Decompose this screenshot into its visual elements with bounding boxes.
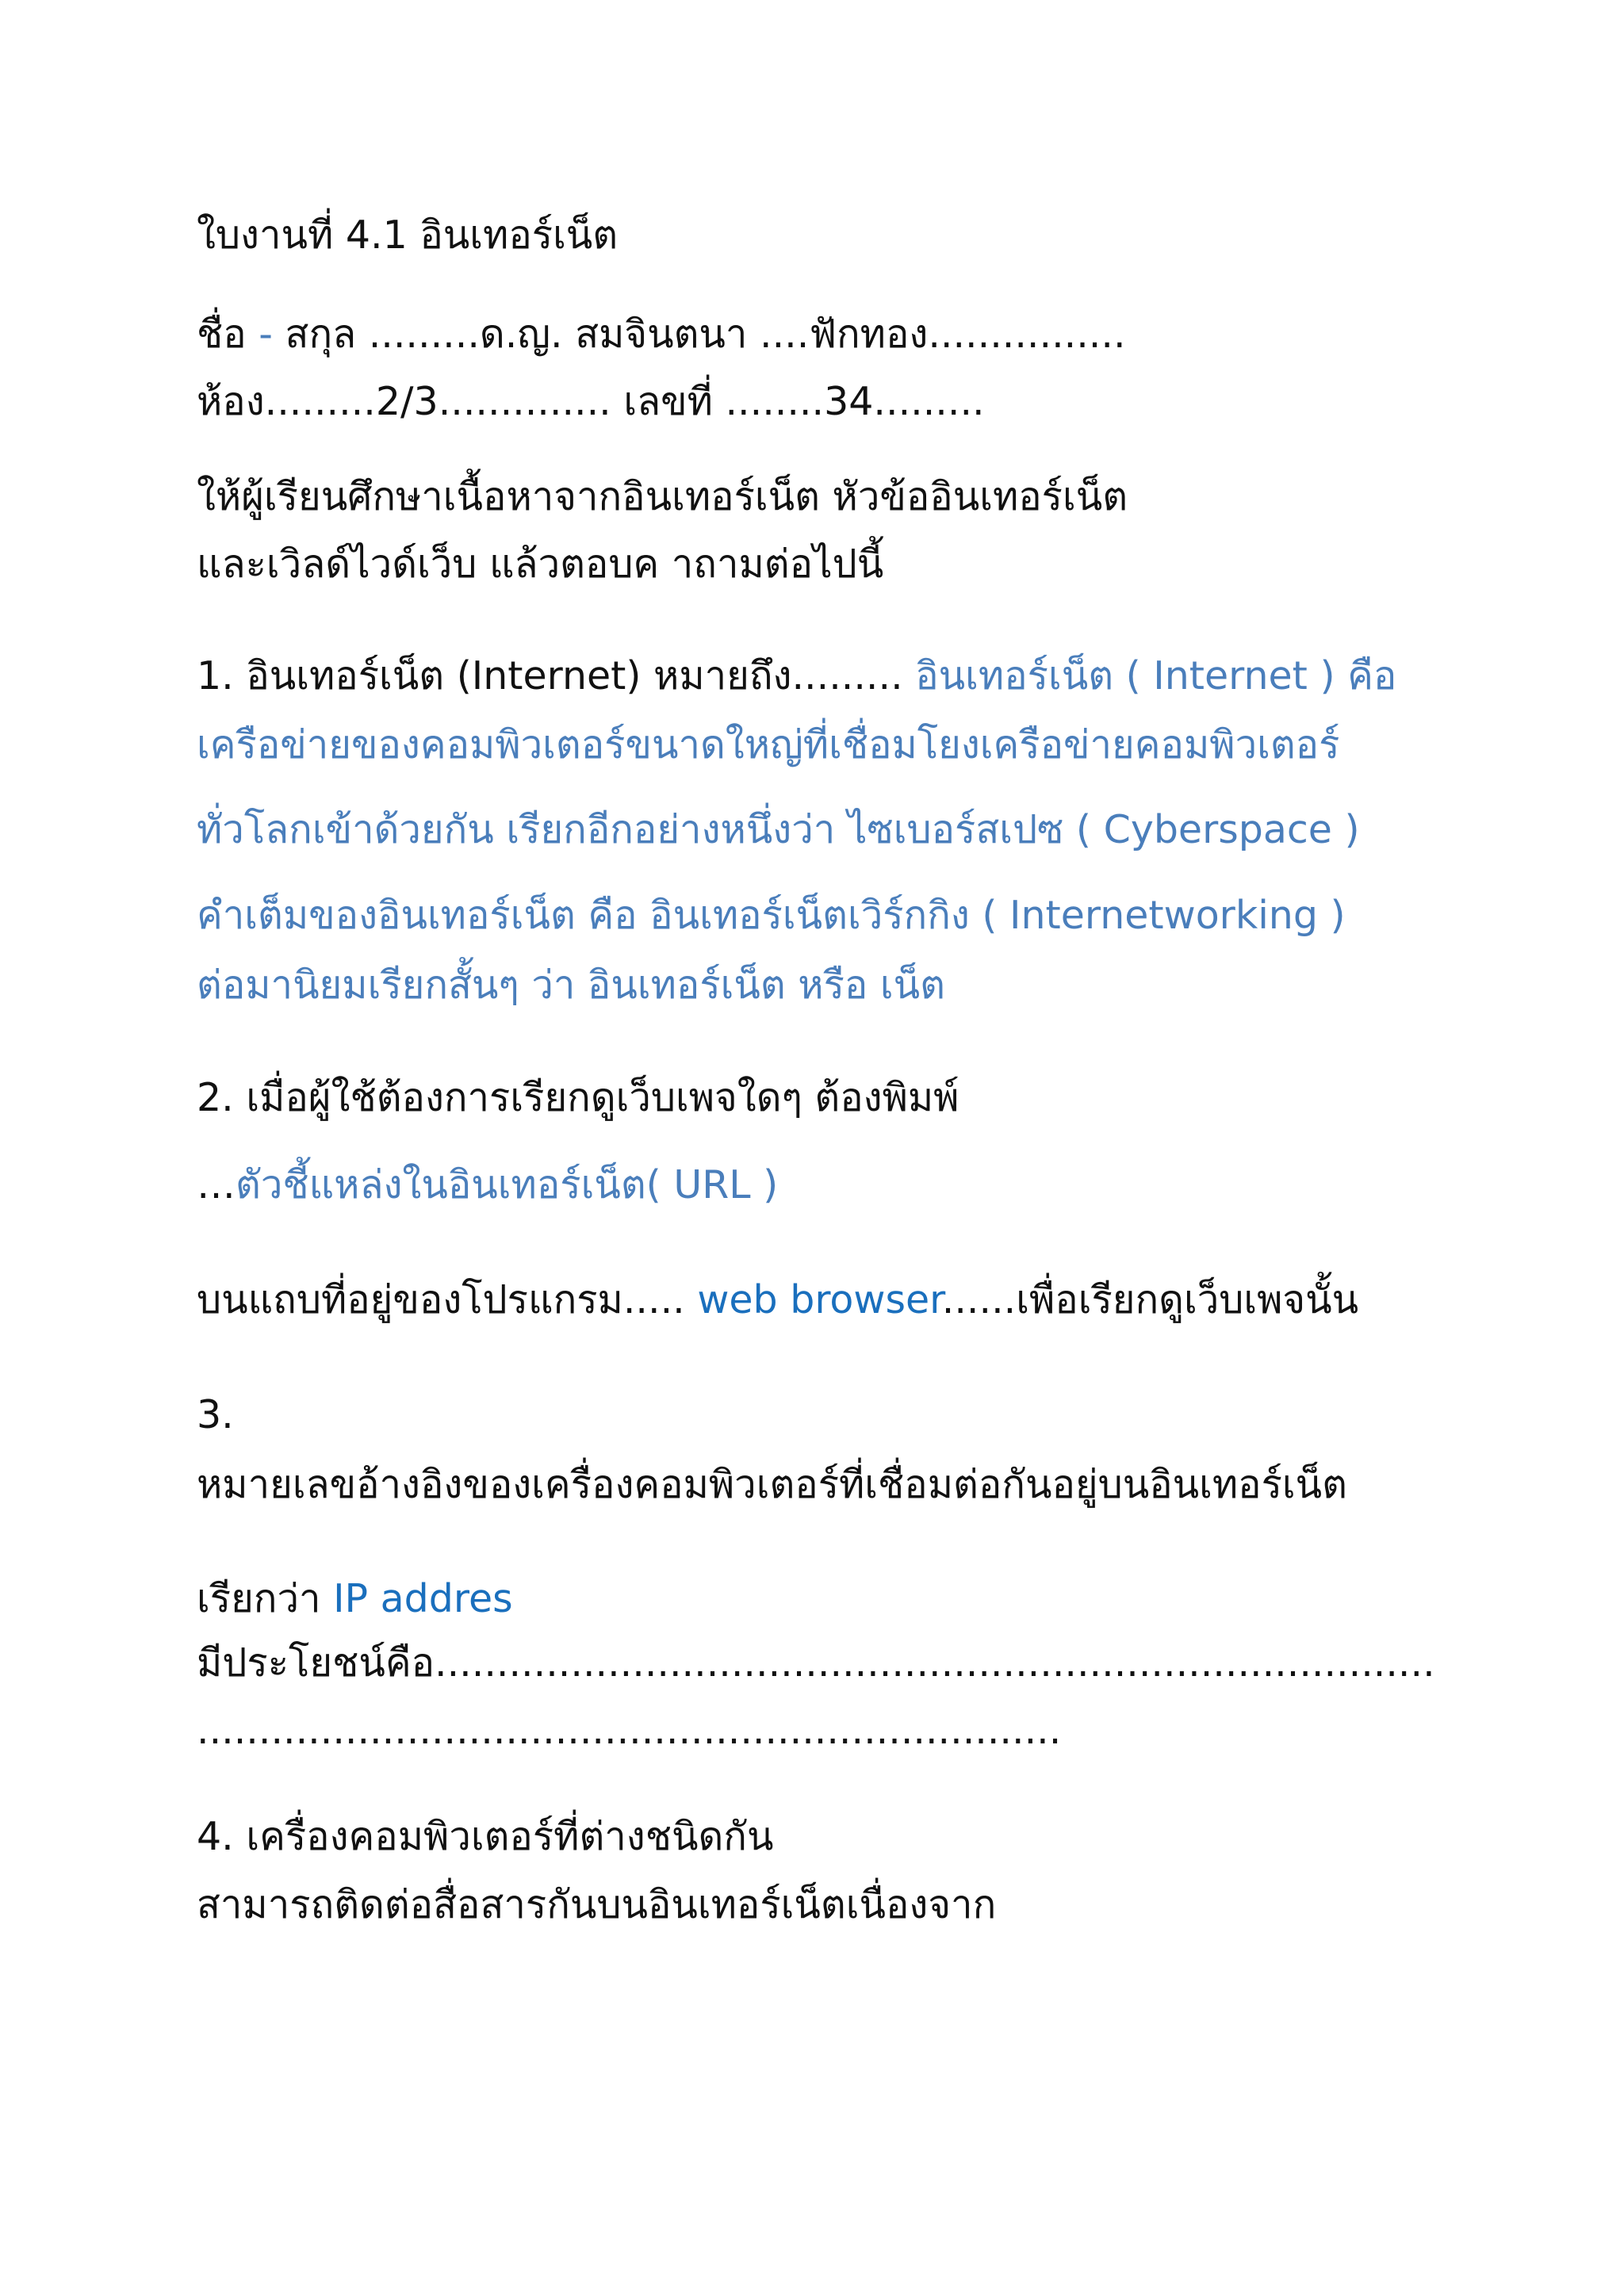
q3-benefit-line: มีประโยชน์คือ.................................................................................: [197, 1640, 1435, 1686]
q3-number: 3.: [197, 1392, 234, 1437]
q2-prompt: 2. เมื่อผู้ใช้ต้องการเรียกดูเว็บเพจใดๆ ต้องพิมพ์: [197, 1075, 959, 1120]
instruction-line-1: ให้ผู้เรียนศึกษาเนื้อหาจากอินเทอร์เน็ต หัวข้ออินเทอร์เน็ต: [197, 474, 1128, 519]
q2-answer: ตัวชี้แหล่งในอินเทอร์เน็ต( URL ): [236, 1162, 779, 1207]
q2-answer-line: [197, 1158, 778, 1213]
q1-answer-2: เครือข่ายของคอมพิวเตอร์ขนาดใหญ่ที่เชื่อมโยงเครือข่ายคอมพิวเตอร์: [197, 722, 1340, 767]
surname-field: สกุล .........ด.ญ. สมจินตนา ....ฟักทอง................: [285, 312, 1126, 357]
q1-prompt: 1. อินเทอร์เน็ต (Internet) หมายถึง.........: [197, 653, 903, 698]
q3-prompt: หมายเลขอ้างอิงของเครื่องคอมพิวเตอร์ที่เชื่อมต่อกันอยู่บนอินเทอร์เน็ต: [197, 1462, 1347, 1507]
q1-line-1: [197, 649, 1396, 704]
name-dash: -: [246, 312, 285, 357]
q2-line3-pre: บนแถบที่อยู่ของโปรแกรม.....: [197, 1277, 698, 1322]
q2-line3-post: ......เพื่อเรียกดูเว็บเพจนั้น: [941, 1277, 1359, 1322]
instruction-line-2: และเวิลด์ไวด์เว็บ แล้วตอบค าถามต่อไปนี้: [197, 541, 884, 587]
q4-line-2: สามารถติดต่อสื่อสารกันบนอินเทอร์เน็ตเนื่องจาก: [197, 1882, 997, 1927]
q2-lead: …: [197, 1162, 236, 1207]
q3-dots-line: ......................................................................: [197, 1708, 1062, 1753]
q1-answer-4: คำเต็มของอินเทอร์เน็ต คือ อินเทอร์เน็ตเวิร์กกิง ( Internetworking ): [197, 893, 1346, 938]
q3-called-label: เรียกว่า: [197, 1576, 334, 1621]
name-label: ชื่อ: [197, 312, 247, 357]
q4-prompt: 4. เครื่องคอมพิวเตอร์ที่ต่างชนิดกัน: [197, 1814, 774, 1859]
worksheet-title: ใบงานที่ 4.1 อินเทอร์เน็ต: [197, 212, 619, 258]
q1-answer-3: ทั่วโลกเข้าด้วยกัน เรียกอีกอย่างหนึ่งว่า ไซเบอร์สเปซ ( Cyberspace ): [197, 807, 1360, 852]
q2-line3-answer: web browser: [697, 1277, 942, 1322]
q3-called-answer: IP addres: [333, 1576, 513, 1621]
room-line: ห้อง.........2/3.............. เลขที่ ........34.........: [197, 379, 985, 424]
name-line: [197, 307, 1126, 362]
q1-answer-1: อินเทอร์เน็ต ( Internet ) คือ: [902, 653, 1397, 698]
q3-called-line: [197, 1571, 513, 1627]
q1-answer-5: ต่อมานิยมเรียกสั้นๆ ว่า อินเทอร์เน็ต หรือ เน็ต: [197, 962, 945, 1008]
q2-line-3: [197, 1272, 1358, 1328]
